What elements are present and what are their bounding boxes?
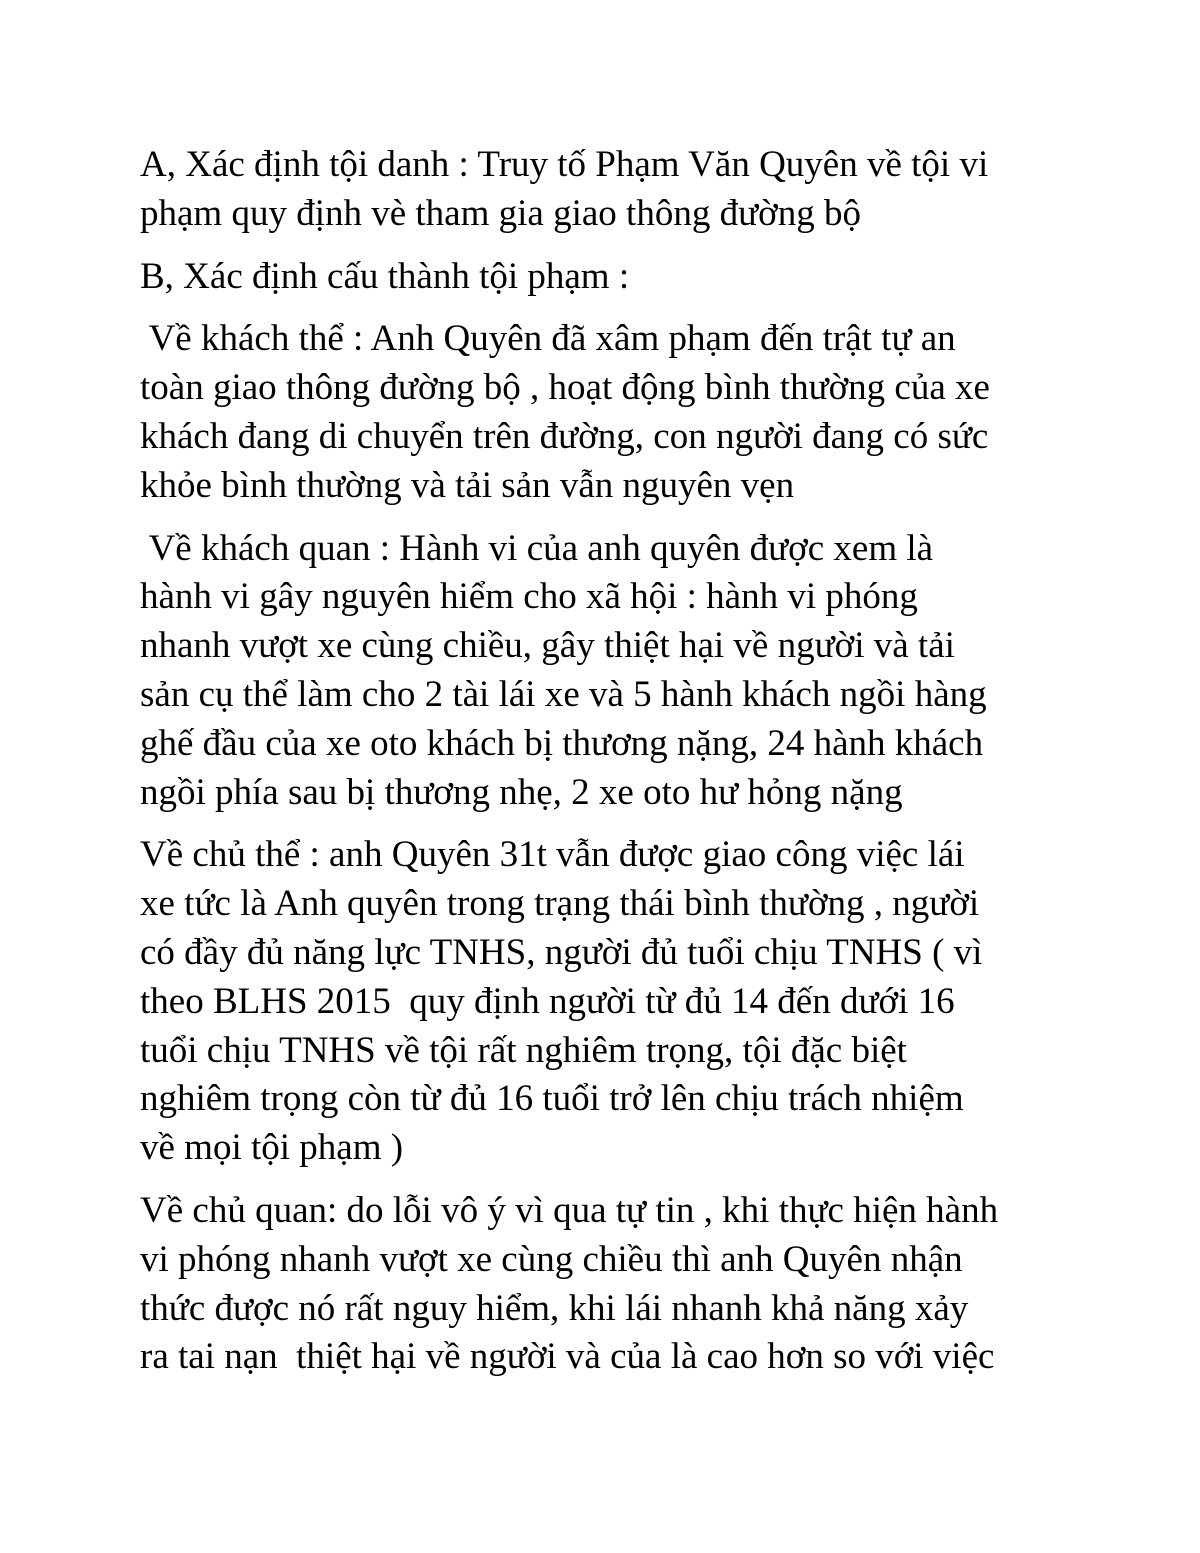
paragraph-objective-side — [140, 525, 1100, 818]
paragraph-object — [140, 315, 1100, 510]
text-line: A, Xác định tội danh : Truy tố Phạm Văn Quyên về tội vi — [140, 144, 989, 185]
text-line: ghế đầu của xe oto khách bị thương nặng, 24 hành khách — [140, 722, 984, 764]
text-line: theo BLHS 2015 quy định người từ đủ 14 đến dưới 16 — [140, 980, 955, 1022]
text-line: tuổi chịu TNHS về tội rất nghiêm trọng, tội đặc biệt — [140, 1029, 907, 1071]
document-body — [140, 141, 1100, 1396]
paragraph-elements-heading — [140, 253, 1100, 302]
text-line: ngồi phía sau bị thương nhẹ, 2 xe oto hư hỏng nặng — [140, 771, 903, 813]
text-line: Về khách quan : Hành vi của anh quyên được xem là — [140, 527, 934, 569]
text-line: toàn giao thông đường bộ , hoạt động bình thường của xe — [140, 367, 990, 409]
text-line: về mọi tội phạm ) — [140, 1127, 404, 1169]
text-line: khỏe bình thường và tải sản vẫn nguyên vẹn — [140, 464, 795, 506]
text-line: thức được nó rất nguy hiểm, khi lái nhanh khả năng xảy — [140, 1287, 969, 1329]
text-line: nghiêm trọng còn từ đủ 16 tuổi trở lên chịu trách nhiệm — [140, 1078, 964, 1120]
text-line: Về chủ thể : anh Quyên 31t vẫn được giao công việc lái — [140, 834, 965, 876]
text-line: phạm quy định vè tham gia giao thông đường bộ — [140, 192, 861, 234]
text-line: có đầy đủ năng lực TNHS, người đủ tuổi chịu TNHS ( vì — [140, 931, 983, 973]
text-line: xe tức là Anh quyên trong trạng thái bình thường , người — [140, 883, 980, 925]
text-line: khách đang di chuyển trên đường, con người đang có sức — [140, 415, 989, 457]
text-line: Về khách thể : Anh Quyên đã xâm phạm đến trật tự an — [140, 318, 956, 360]
text-line: vi phóng nhanh vượt xe cùng chiều thì anh Quyên nhận — [140, 1238, 963, 1280]
text-line: B, Xác định cấu thành tội phạm : — [140, 255, 630, 297]
paragraph-subject — [140, 831, 1100, 1173]
text-line: ra tai nạn thiệt hại về người và của là cao hơn so với việc — [140, 1336, 995, 1378]
paragraph-charge — [140, 141, 1100, 239]
paragraph-subjective-side — [140, 1187, 1100, 1382]
text-line: hành vi gây nguyên hiểm cho xã hội : hành vi phóng — [140, 576, 918, 618]
text-line: Về chủ quan: do lỗi vô ý vì qua tự tin , khi thực hiện hành — [140, 1189, 999, 1231]
text-line: sản cụ thể làm cho 2 tài lái xe và 5 hành khách ngồi hàng — [140, 673, 987, 715]
text-line: nhanh vượt xe cùng chiều, gây thiệt hại về người và tải — [140, 625, 955, 667]
